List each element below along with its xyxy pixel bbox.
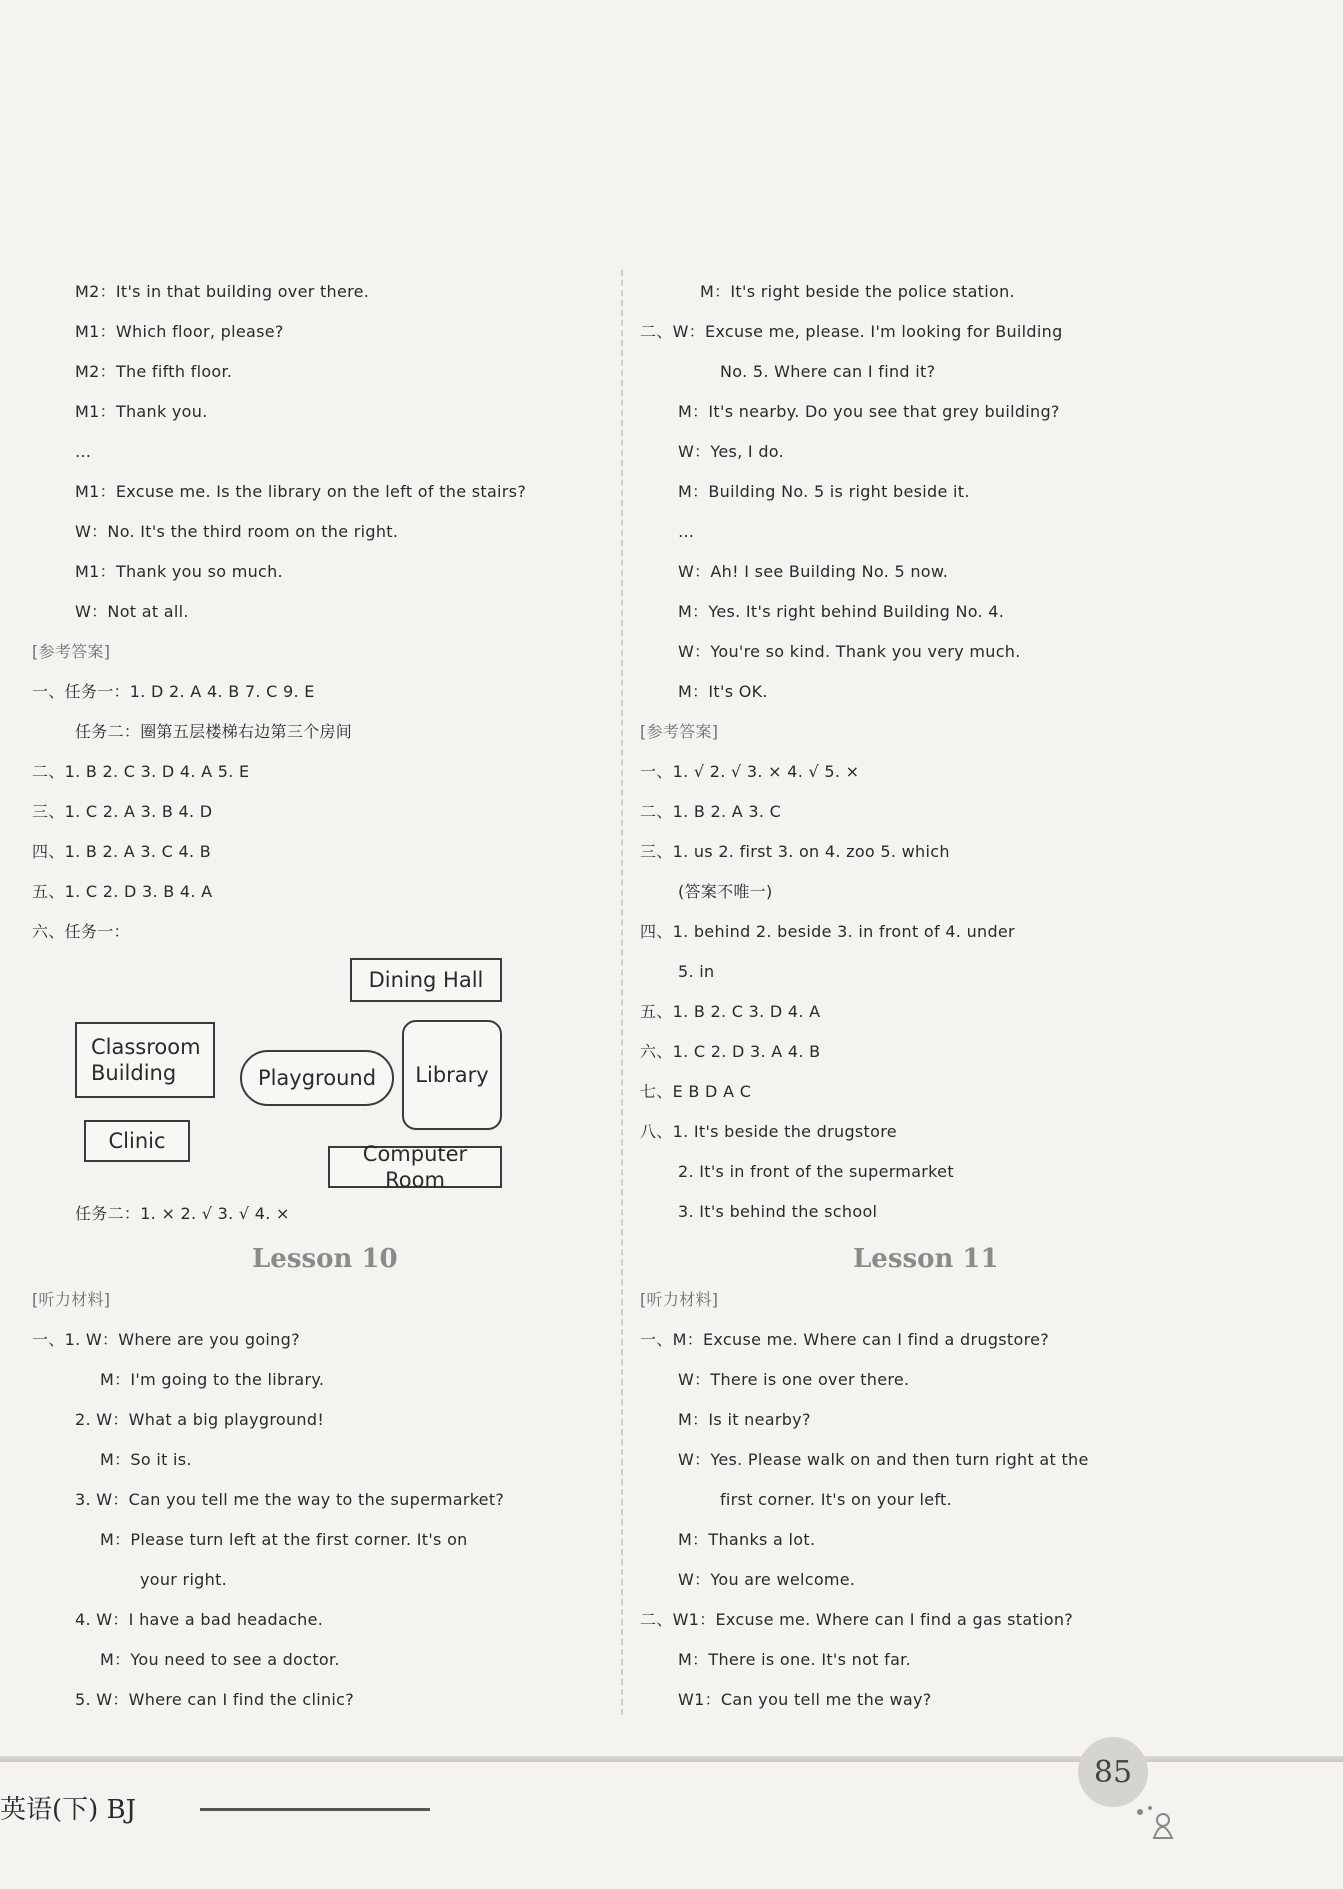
- dialogue-line: M：It's OK.: [678, 682, 768, 701]
- dialogue-line: 3. W：Can you tell me the way to the supermarket?: [75, 1490, 505, 1509]
- cartoon-decoration-icon: [1128, 1798, 1188, 1855]
- dialogue-line: W：Yes. Please walk on and then turn right at the: [678, 1450, 1089, 1469]
- dialogue-line: first corner. It's on your left.: [720, 1490, 952, 1509]
- answer-line: 任务二：圈第五层楼梯右边第三个房间: [75, 722, 353, 741]
- answer-line: 3. It's behind the school: [678, 1202, 878, 1221]
- ellipsis: …: [75, 442, 92, 461]
- dialogue-line: 二、W：Excuse me, please. I'm looking for Building: [640, 322, 1063, 341]
- dialogue-line: W：Yes, I do.: [678, 442, 784, 461]
- answer-line: 5. in: [678, 962, 715, 981]
- dialogue-line: M2：It's in that building over there.: [75, 282, 370, 301]
- section-heading: [听力材料]: [640, 1290, 719, 1309]
- answer-line: 三、1. C 2. A 3. B 4. D: [32, 802, 213, 821]
- dialogue-line: 2. W：What a big playground!: [75, 1410, 325, 1429]
- answer-line: 七、E B D A C: [640, 1082, 752, 1101]
- dialogue-line: M：You need to see a doctor.: [100, 1650, 340, 1669]
- dialogue-line: W：No. It's the third room on the right.: [75, 522, 399, 541]
- section-heading: [听力材料]: [32, 1290, 111, 1309]
- dialogue-line: W1：Can you tell me the way?: [678, 1690, 932, 1709]
- answer-line: 一、任务一：1. D 2. A 4. B 7. C 9. E: [32, 682, 315, 701]
- answer-line: 二、1. B 2. A 3. C: [640, 802, 782, 821]
- lesson-10-title: Lesson 10: [252, 1244, 398, 1274]
- dialogue-line: W：You are welcome.: [678, 1570, 856, 1589]
- playground-box: Playground: [240, 1050, 394, 1106]
- column-divider: [621, 270, 623, 1715]
- answer-line: 2. It's in front of the supermarket: [678, 1162, 954, 1181]
- answer-line: 六、任务一：: [32, 922, 130, 941]
- book-label: 英语(下) BJ: [0, 1795, 137, 1825]
- answer-line: 四、1. B 2. A 3. C 4. B: [32, 842, 212, 861]
- lesson-11-title: Lesson 11: [853, 1244, 999, 1274]
- footer-underline: [200, 1808, 430, 1811]
- dialogue-line: 4. W：I have a bad headache.: [75, 1610, 324, 1629]
- computer-room-box: Computer Room: [328, 1146, 502, 1188]
- dialogue-line: M1：Excuse me. Is the library on the left of the stairs?: [75, 482, 527, 501]
- dialogue-line: W：Not at all.: [75, 602, 189, 621]
- dialogue-line: W：Ah! I see Building No. 5 now.: [678, 562, 949, 581]
- clinic-box: Clinic: [84, 1120, 190, 1162]
- dialogue-line: M2：The fifth floor.: [75, 362, 233, 381]
- dialogue-line: M：So it is.: [100, 1450, 192, 1469]
- dialogue-line: M1：Thank you so much.: [75, 562, 283, 581]
- dialogue-line: No. 5. Where can I find it?: [720, 362, 936, 381]
- answer-line: 一、1. √ 2. √ 3. × 4. √ 5. ×: [640, 762, 860, 781]
- dialogue-line: M1：Which floor, please?: [75, 322, 284, 341]
- ellipsis: …: [678, 522, 695, 541]
- dialogue-line: 一、M：Excuse me. Where can I find a drugstore?: [640, 1330, 1050, 1349]
- section-heading: [参考答案]: [640, 722, 719, 741]
- answer-line: 四、1. behind 2. beside 3. in front of 4. under: [640, 922, 1015, 941]
- answer-line: 任务二：1. × 2. √ 3. √ 4. ×: [75, 1204, 290, 1223]
- classroom-building-box: Classroom Building: [75, 1022, 215, 1098]
- dialogue-line: M：I'm going to the library.: [100, 1370, 325, 1389]
- dialogue-line: M：There is one. It's not far.: [678, 1650, 911, 1669]
- dialogue-line: M：It's nearby. Do you see that grey building?: [678, 402, 1060, 421]
- dialogue-line: 一、1. W：Where are you going?: [32, 1330, 300, 1349]
- dialogue-line: M：Building No. 5 is right beside it.: [678, 482, 970, 501]
- dialogue-line: 5. W：Where can I find the clinic?: [75, 1690, 355, 1709]
- answer-line: 五、1. C 2. D 3. B 4. A: [32, 882, 213, 901]
- dialogue-line: 二、W1：Excuse me. Where can I find a gas station?: [640, 1610, 1074, 1629]
- answer-line: 八、1. It's beside the drugstore: [640, 1122, 897, 1141]
- dialogue-line: M：Thanks a lot.: [678, 1530, 816, 1549]
- dining-hall-box: Dining Hall: [350, 958, 502, 1002]
- answer-note: (答案不唯一): [678, 882, 773, 901]
- library-box: Library: [402, 1020, 502, 1130]
- page-number: 85: [1078, 1737, 1148, 1807]
- dialogue-line: M：Please turn left at the first corner. It's on: [100, 1530, 468, 1549]
- dialogue-line: W：There is one over there.: [678, 1370, 910, 1389]
- answer-line: 五、1. B 2. C 3. D 4. A: [640, 1002, 821, 1021]
- answer-line: 三、1. us 2. first 3. on 4. zoo 5. which: [640, 842, 950, 861]
- section-heading: [参考答案]: [32, 642, 111, 661]
- answer-line: 二、1. B 2. C 3. D 4. A 5. E: [32, 762, 250, 781]
- dialogue-line: M：It's right beside the police station.: [700, 282, 1015, 301]
- dialogue-line: W：You're so kind. Thank you very much.: [678, 642, 1021, 661]
- answer-line: 六、1. C 2. D 3. A 4. B: [640, 1042, 821, 1061]
- dialogue-line: M1：Thank you.: [75, 402, 208, 421]
- dialogue-line: M：Is it nearby?: [678, 1410, 811, 1429]
- dialogue-line: your right.: [140, 1570, 228, 1589]
- dialogue-line: M：Yes. It's right behind Building No. 4.: [678, 602, 1005, 621]
